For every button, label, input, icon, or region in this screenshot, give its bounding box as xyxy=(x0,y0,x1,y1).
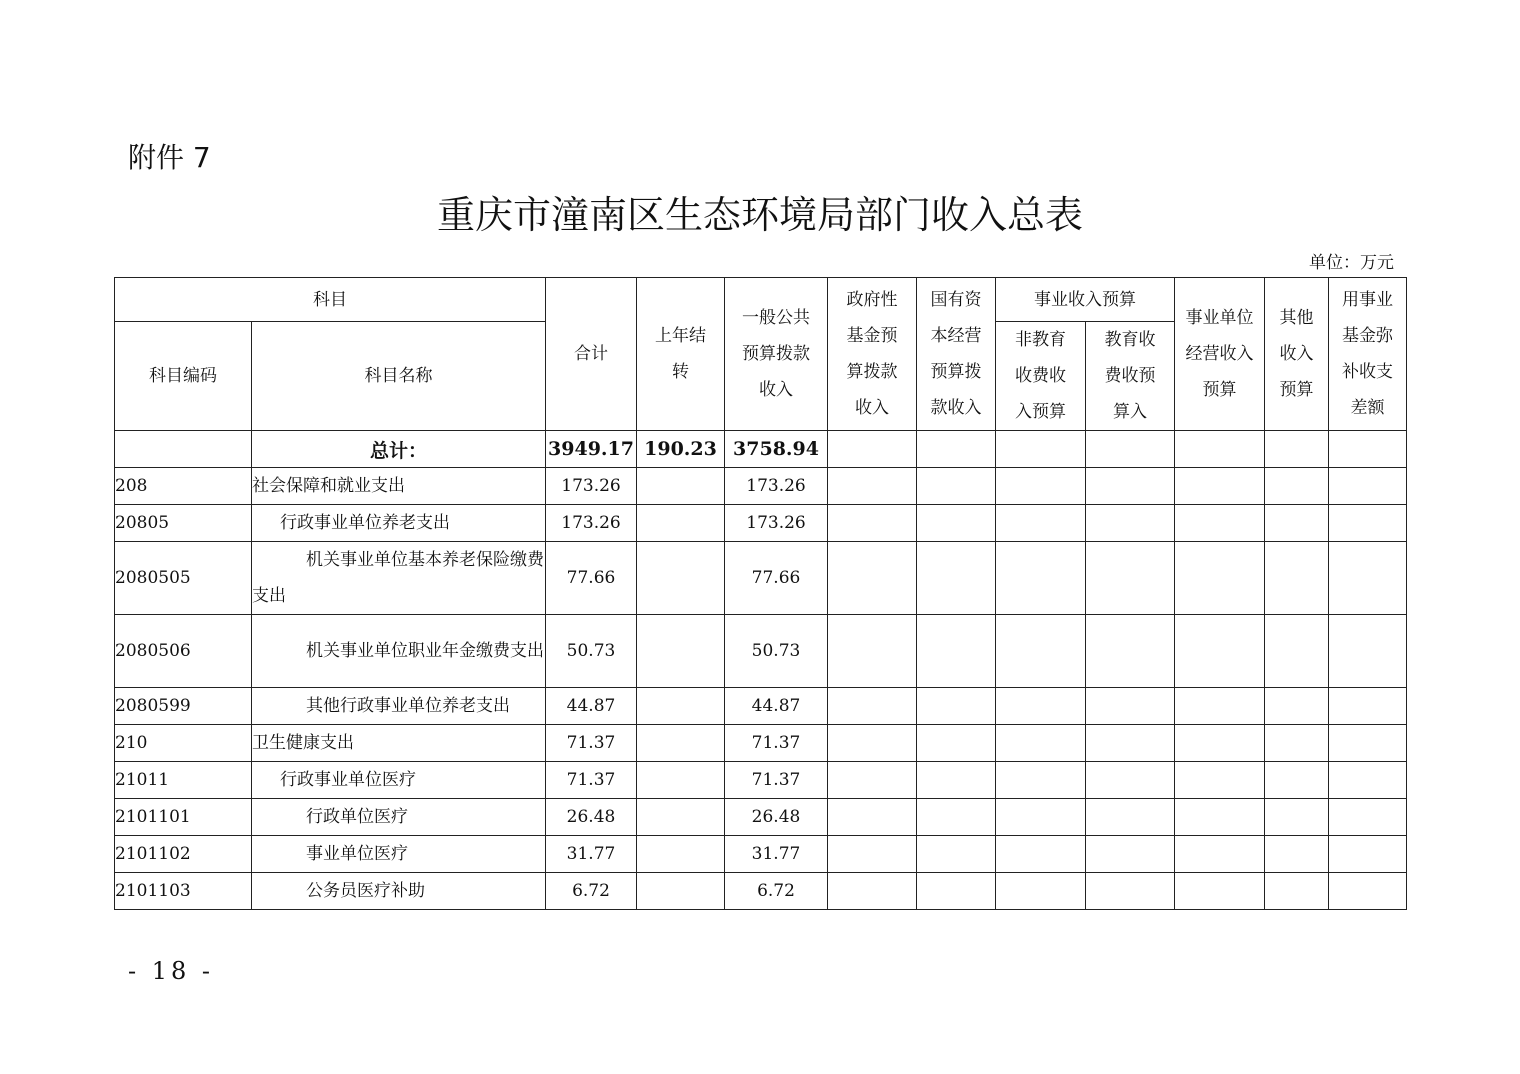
empty-cell xyxy=(1175,688,1265,725)
empty-cell xyxy=(1265,505,1329,542)
empty-cell xyxy=(1175,799,1265,836)
total-amount: 3949.17 xyxy=(546,431,637,468)
subject-code: 20805 xyxy=(115,505,252,542)
empty-cell xyxy=(828,725,917,762)
amount-carryover xyxy=(637,688,725,725)
empty-cell xyxy=(1265,688,1329,725)
amount-total: 6.72 xyxy=(546,873,637,910)
amount-total: 26.48 xyxy=(546,799,637,836)
subject-code: 2080599 xyxy=(115,688,252,725)
subject-name: 行政单位医疗 xyxy=(252,799,546,836)
table-row xyxy=(115,468,1407,505)
amount-general-budget: 71.37 xyxy=(725,725,828,762)
empty-cell xyxy=(996,505,1086,542)
empty-cell xyxy=(1265,873,1329,910)
empty-cell xyxy=(1175,542,1265,615)
subject-code: 2080506 xyxy=(115,615,252,688)
empty-cell xyxy=(1086,799,1175,836)
total-carryover: 190.23 xyxy=(637,431,725,468)
empty-cell xyxy=(828,505,917,542)
subject-name: 卫生健康支出 xyxy=(252,725,546,762)
amount-carryover xyxy=(637,542,725,615)
table-row xyxy=(115,799,1407,836)
total-label: 总计： xyxy=(252,431,546,468)
table-row xyxy=(115,542,1407,615)
attachment-label: 附件 7 xyxy=(128,141,211,174)
amount-total: 173.26 xyxy=(546,468,637,505)
empty-cell xyxy=(917,688,996,725)
header-unit-operating: 事业单位经营收入预算 xyxy=(1175,278,1265,431)
empty-cell xyxy=(1265,799,1329,836)
empty-cell xyxy=(828,836,917,873)
amount-total: 50.73 xyxy=(546,615,637,688)
empty-cell xyxy=(1265,762,1329,799)
empty-cell xyxy=(1175,468,1265,505)
empty-cell xyxy=(1175,762,1265,799)
subject-name: 其他行政事业单位养老支出 xyxy=(252,688,546,725)
empty-cell xyxy=(917,505,996,542)
subject-name: 机关事业单位职业年金缴费支出 xyxy=(252,615,546,688)
table-row xyxy=(115,762,1407,799)
empty-cell xyxy=(1329,762,1407,799)
subject-code: 2080505 xyxy=(115,542,252,615)
empty-cell xyxy=(1086,468,1175,505)
table-row xyxy=(115,688,1407,725)
amount-carryover xyxy=(637,873,725,910)
amount-general-budget: 6.72 xyxy=(725,873,828,910)
empty-cell xyxy=(1086,873,1175,910)
subject-code: 208 xyxy=(115,468,252,505)
total-row xyxy=(115,431,1407,468)
empty-cell xyxy=(917,615,996,688)
empty-cell xyxy=(1329,799,1407,836)
subject-code: 2101103 xyxy=(115,873,252,910)
amount-total: 71.37 xyxy=(546,725,637,762)
table-row xyxy=(115,725,1407,762)
empty-cell xyxy=(1329,836,1407,873)
empty-cell xyxy=(917,725,996,762)
amount-total: 173.26 xyxy=(546,505,637,542)
header-subject-name: 科目名称 xyxy=(252,322,546,431)
header-fund-balance: 用事业基金弥补收支差额 xyxy=(1329,278,1407,431)
empty-cell xyxy=(1265,836,1329,873)
header-subject-code: 科目编码 xyxy=(115,322,252,431)
subject-code: 210 xyxy=(115,725,252,762)
header-edu-fee: 教育收费收预算入 xyxy=(1086,322,1175,431)
amount-carryover xyxy=(637,615,725,688)
amount-carryover xyxy=(637,468,725,505)
header-subject: 科目 xyxy=(115,278,546,322)
empty-cell xyxy=(1175,873,1265,910)
subject-code: 2101102 xyxy=(115,836,252,873)
subject-name: 行政事业单位医疗 xyxy=(252,762,546,799)
empty-cell xyxy=(1329,873,1407,910)
amount-general-budget: 173.26 xyxy=(725,468,828,505)
empty-cell xyxy=(996,725,1086,762)
empty-cell xyxy=(828,799,917,836)
empty-cell xyxy=(1265,615,1329,688)
amount-general-budget: 173.26 xyxy=(725,505,828,542)
subject-code: 21011 xyxy=(115,762,252,799)
subject-name: 事业单位医疗 xyxy=(252,836,546,873)
empty-cell xyxy=(917,762,996,799)
empty-cell xyxy=(1175,725,1265,762)
empty-cell xyxy=(996,468,1086,505)
header-non-edu-fee: 非教育收费收入预算 xyxy=(996,322,1086,431)
header-state-capital: 国有资本经营预算拨款收入 xyxy=(917,278,996,431)
empty-cell xyxy=(996,615,1086,688)
empty-cell xyxy=(1086,725,1175,762)
empty-cell xyxy=(996,762,1086,799)
header-carryover: 上年结转 xyxy=(637,278,725,431)
amount-carryover xyxy=(637,836,725,873)
empty-cell xyxy=(828,615,917,688)
amount-carryover xyxy=(637,799,725,836)
amount-general-budget: 50.73 xyxy=(725,615,828,688)
empty-cell xyxy=(996,542,1086,615)
empty-cell xyxy=(996,836,1086,873)
empty-cell xyxy=(996,688,1086,725)
empty-cell xyxy=(1329,505,1407,542)
empty-cell xyxy=(1265,542,1329,615)
subject-name: 机关事业单位基本养老保险缴费支出 xyxy=(252,542,546,615)
empty-cell xyxy=(996,873,1086,910)
empty-cell xyxy=(917,542,996,615)
empty-cell xyxy=(917,799,996,836)
header-general-budget: 一般公共预算拨款收入 xyxy=(725,278,828,431)
subject-name: 行政事业单位养老支出 xyxy=(252,505,546,542)
empty-cell xyxy=(1265,725,1329,762)
amount-carryover xyxy=(637,725,725,762)
amount-total: 71.37 xyxy=(546,762,637,799)
header-gov-fund: 政府性基金预算拨款收入 xyxy=(828,278,917,431)
amount-total: 77.66 xyxy=(546,542,637,615)
amount-general-budget: 44.87 xyxy=(725,688,828,725)
table-row xyxy=(115,873,1407,910)
empty-cell xyxy=(1329,688,1407,725)
empty-cell xyxy=(1175,505,1265,542)
header-other-income: 其他收入预算 xyxy=(1265,278,1329,431)
empty-cell xyxy=(1086,688,1175,725)
empty-cell xyxy=(828,762,917,799)
amount-general-budget: 77.66 xyxy=(725,542,828,615)
amount-total: 44.87 xyxy=(546,688,637,725)
empty-cell xyxy=(1329,468,1407,505)
subject-code: 2101101 xyxy=(115,799,252,836)
empty-cell xyxy=(1086,505,1175,542)
table-row xyxy=(115,505,1407,542)
amount-carryover xyxy=(637,762,725,799)
empty-cell xyxy=(917,836,996,873)
total-general-budget: 3758.94 xyxy=(725,431,828,468)
empty-cell xyxy=(828,873,917,910)
empty-cell xyxy=(1175,615,1265,688)
empty-cell xyxy=(1175,836,1265,873)
table-row xyxy=(115,615,1407,688)
empty-cell xyxy=(917,873,996,910)
empty-cell xyxy=(1086,762,1175,799)
empty-cell xyxy=(828,688,917,725)
header-total: 合计 xyxy=(546,278,637,431)
empty-cell xyxy=(996,799,1086,836)
table-row xyxy=(115,836,1407,873)
empty-cell xyxy=(1329,725,1407,762)
subject-name: 社会保障和就业支出 xyxy=(252,468,546,505)
amount-general-budget: 71.37 xyxy=(725,762,828,799)
empty-cell xyxy=(1265,468,1329,505)
income-summary-table xyxy=(114,277,1407,910)
empty-cell xyxy=(828,542,917,615)
amount-general-budget: 31.77 xyxy=(725,836,828,873)
empty-cell xyxy=(1329,615,1407,688)
empty-cell xyxy=(1086,615,1175,688)
page-number: - 18 - xyxy=(128,957,215,985)
empty-cell xyxy=(1329,542,1407,615)
amount-total: 31.77 xyxy=(546,836,637,873)
amount-general-budget: 26.48 xyxy=(725,799,828,836)
empty-cell xyxy=(828,468,917,505)
unit-label: 单位：万元 xyxy=(1309,253,1394,273)
subject-name: 公务员医疗补助 xyxy=(252,873,546,910)
empty-cell xyxy=(1086,542,1175,615)
empty-cell xyxy=(917,468,996,505)
header-business-income: 事业收入预算 xyxy=(996,278,1175,322)
empty-cell xyxy=(1086,836,1175,873)
page-title: 重庆市潼南区生态环境局部门收入总表 xyxy=(436,193,1083,237)
amount-carryover xyxy=(637,505,725,542)
